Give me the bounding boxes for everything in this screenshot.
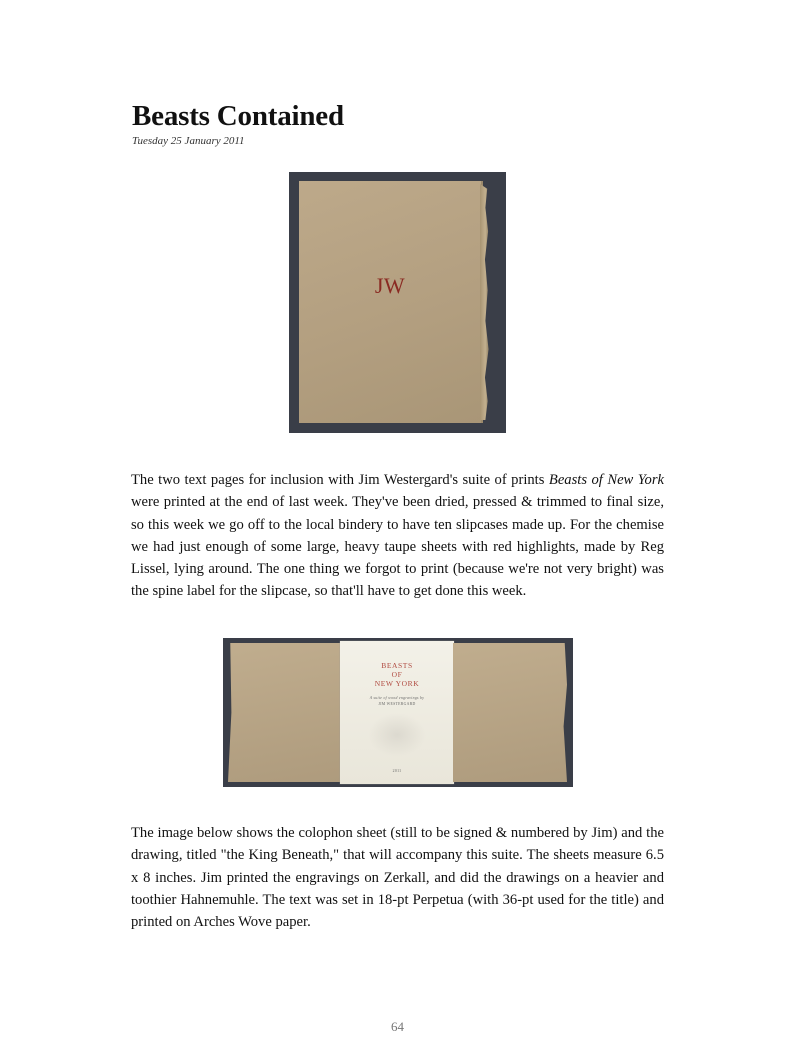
paragraph-colophon: The image below shows the colophon sheet (still to be signed & numbered by Jim) and the drawing, titled "the King Beneath," that will accompany this suite. The sheets measure 6.5 x 8 inches. Jim printed the engravings on Zerkall, and did the drawings on a heavier and toothier Hahnemuhle. The text was set in 18-pt Perpetua (with 36-pt used for the title) and printed on Arches Wove paper.: [131, 825, 664, 931]
sheet-subtitle: A suite of wood engravings by: [369, 696, 425, 700]
open-chemise-photo: [223, 638, 573, 787]
paragraph-text: were printed at the end of last week. They've been dried, pressed & trimmed to final size, so this week we go off to the local bindery to have ten slipcases made up. For the chemise we had just enough of some large, heavy taupe sheets with red highlights, made by Reg Lissel, lying around. The one thing we forgot to print (because we're not very bright) was the spine label for the slipcase, so that'll have to get done this week.: [131, 494, 664, 600]
chemise-left-flap: [228, 643, 341, 782]
deckle-edge: [480, 184, 489, 420]
sheet-title-line: OF: [391, 670, 403, 679]
post-date: Tuesday 25 January 2011: [132, 135, 245, 147]
page-number: 64: [391, 1019, 404, 1034]
book-cover: [299, 181, 481, 423]
paragraph-text: The two text pages for inclusion with Jim Westergard's suite of prints: [131, 472, 549, 488]
sheet-footer: 2011: [392, 769, 402, 773]
book-title-italic: Beasts of New York: [548, 472, 664, 488]
sheet-title-line: NEW YORK: [374, 679, 420, 688]
closed-book-photo: [289, 172, 506, 433]
title-sheet: [340, 641, 454, 784]
sheet-title-line: BEASTS: [381, 661, 413, 670]
cover-monogram: JW: [374, 273, 406, 298]
chemise-right-flap: [453, 643, 567, 782]
sheet-ghost-image: [368, 713, 426, 757]
paragraph-printing: [131, 469, 664, 603]
sheet-artist: JIM WESTERGARD: [378, 702, 416, 706]
post-title: Beasts Contained: [132, 100, 344, 132]
